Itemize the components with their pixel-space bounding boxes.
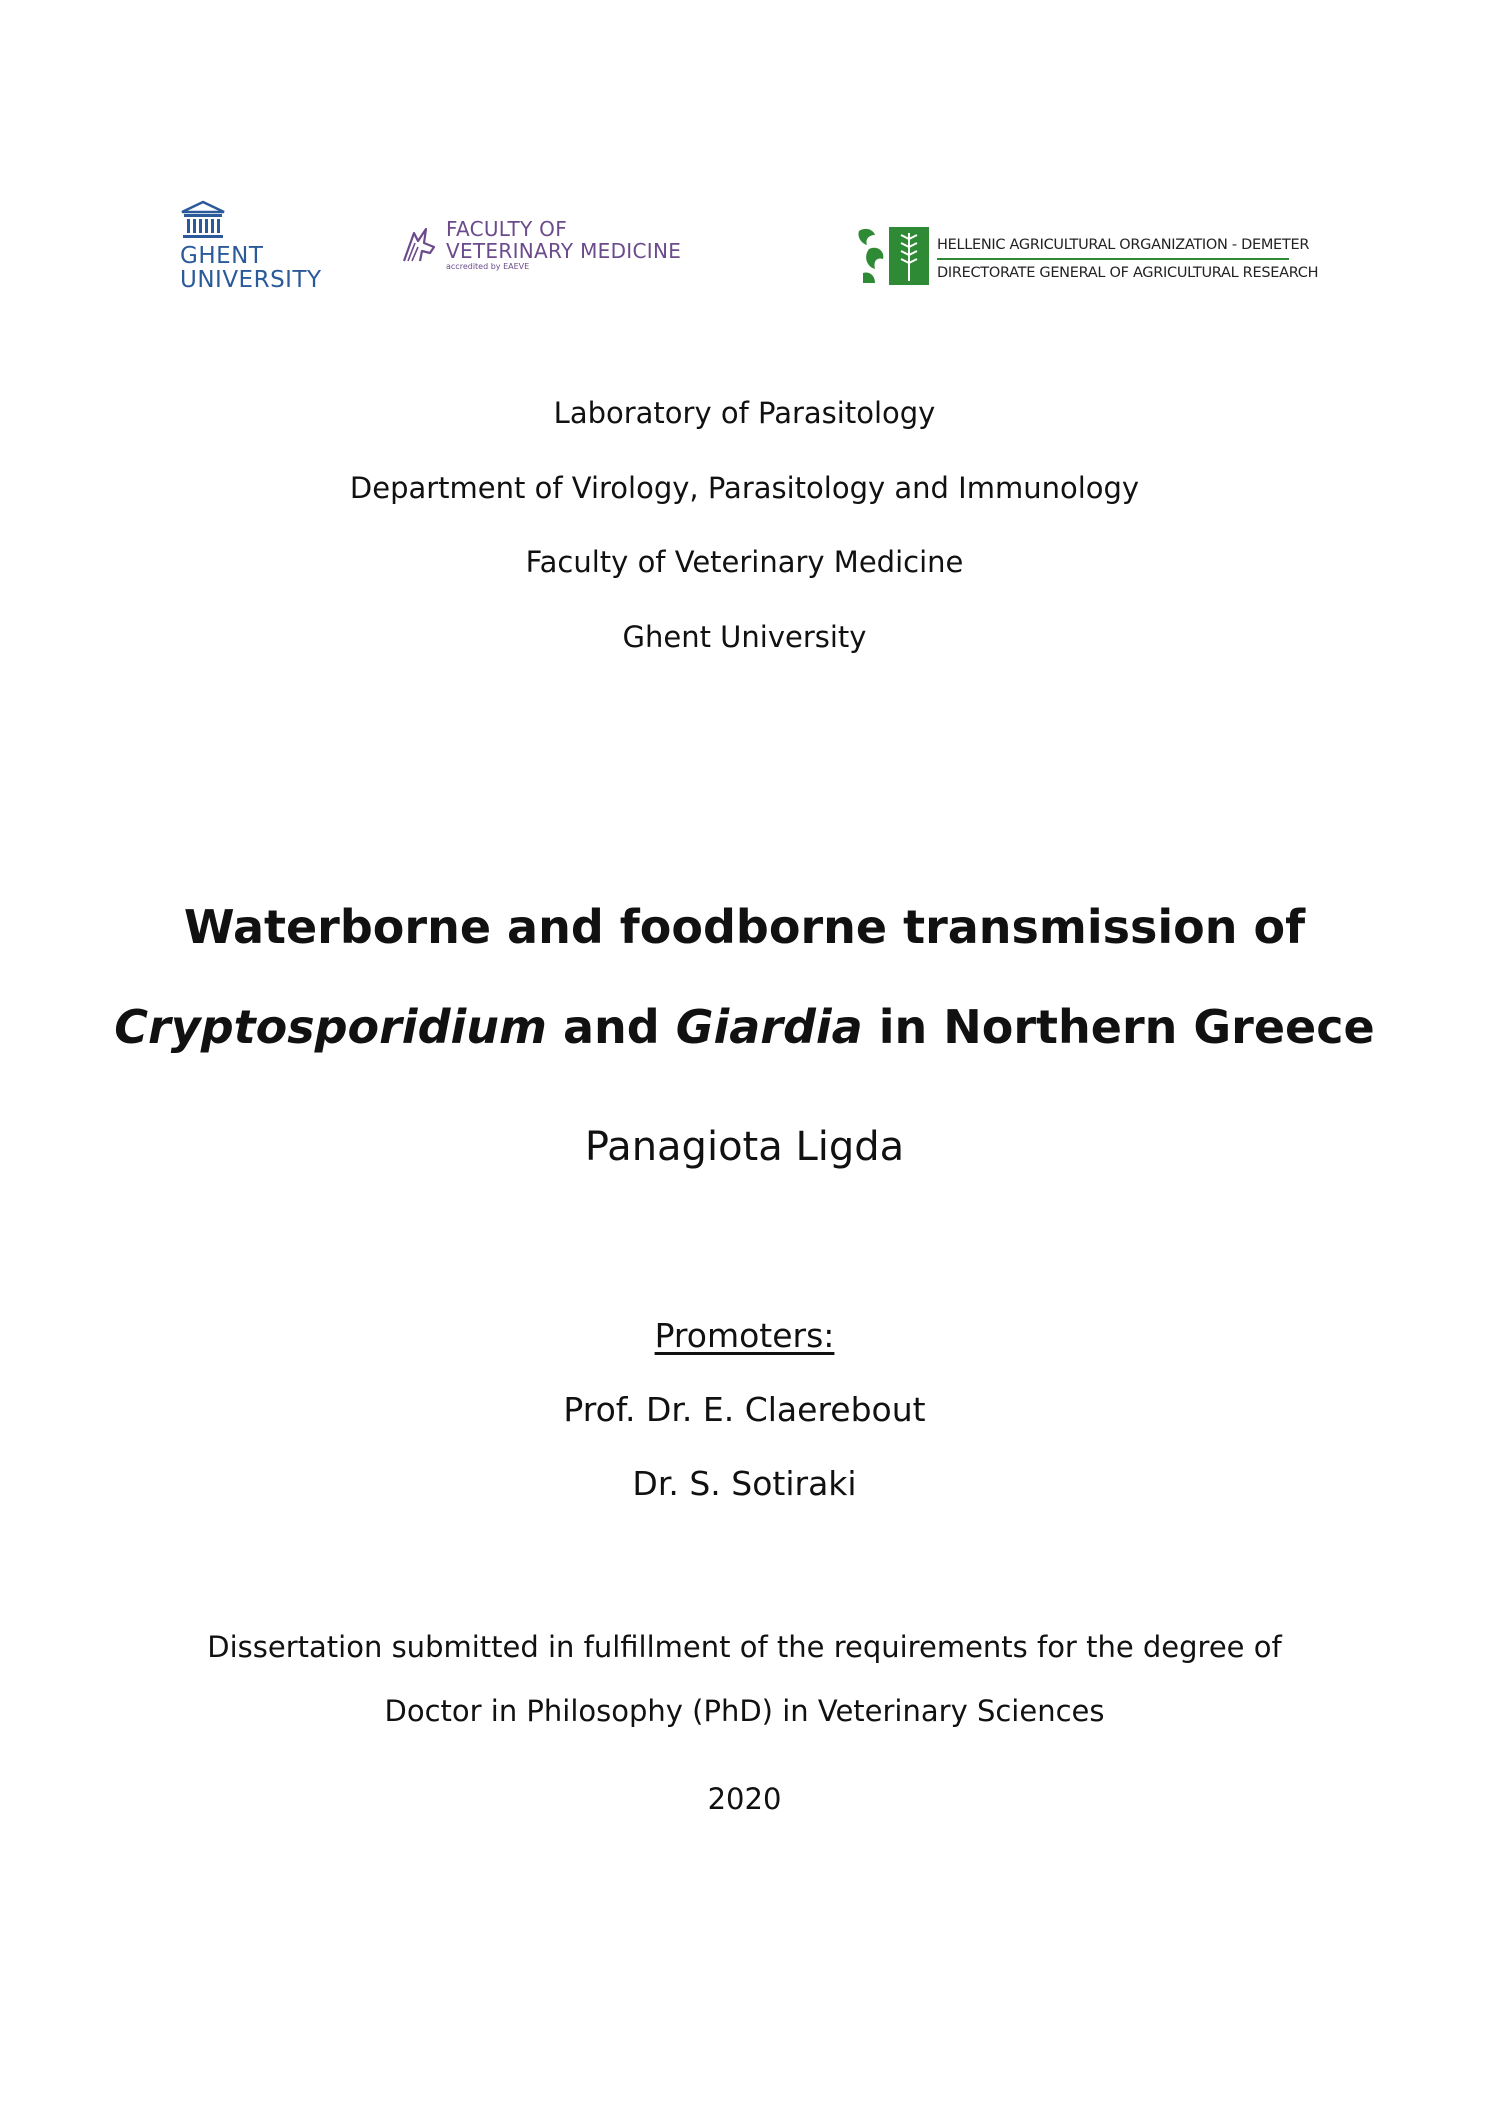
promoter-1: Prof. Dr. E. Claerebout <box>563 1390 926 1429</box>
promoters-heading-row <box>0 1316 1489 1355</box>
publication-year: 2020 <box>707 1782 782 1816</box>
title-giardia: Giardia <box>675 1000 863 1054</box>
ghent-logo-line1: GHENT <box>180 243 264 269</box>
thesis-title-line2 <box>0 1000 1489 1054</box>
author-name: Panagiota Ligda <box>584 1124 905 1170</box>
dissertation-statement-line1: Dissertation submitted in fulfillment of the requirements for the degree of <box>207 1630 1282 1664</box>
elgo-logo-line1: HELLENIC AGRICULTURAL ORGANIZATION - DEMETER <box>937 237 1310 253</box>
elgo-logo-divider <box>937 258 1289 260</box>
demeter-wheat-icon <box>855 225 931 287</box>
promoters-heading: Promoters: <box>654 1316 835 1355</box>
promoter-2: Dr. S. Sotiraki <box>632 1464 857 1503</box>
title-and: and <box>546 1000 676 1054</box>
faculty-name: Faculty of Veterinary Medicine <box>525 545 964 579</box>
dissertation-statement-line2: Doctor in Philosophy (PhD) in Veterinary Sciences <box>384 1694 1105 1728</box>
vet-logo-line3: accredited by EAEVE <box>446 262 530 271</box>
vet-logo-line2: VETERINARY MEDICINE <box>446 239 682 263</box>
elgo-logo-line2: DIRECTORATE GENERAL OF AGRICULTURAL RESEARCH <box>937 265 1319 281</box>
university-building-icon <box>180 200 226 240</box>
vet-logo-line1: FACULTY OF <box>446 217 568 241</box>
horse-head-icon <box>400 225 440 265</box>
ghent-university-logo <box>180 200 322 305</box>
department-name: Department of Virology, Parasitology and Immunology <box>349 471 1140 505</box>
title-cryptosporidium: Cryptosporidium <box>114 1000 547 1054</box>
veterinary-faculty-logo <box>400 215 682 275</box>
laboratory-name: Laboratory of Parasitology <box>553 396 936 430</box>
elgo-demeter-logo <box>855 225 1319 287</box>
title-rest: in Northern Greece <box>862 1000 1375 1054</box>
ghent-logo-line2: UNIVERSITY <box>180 267 322 293</box>
thesis-title-line1: Waterborne and foodborne transmission of <box>183 900 1306 954</box>
university-name: Ghent University <box>622 620 867 654</box>
